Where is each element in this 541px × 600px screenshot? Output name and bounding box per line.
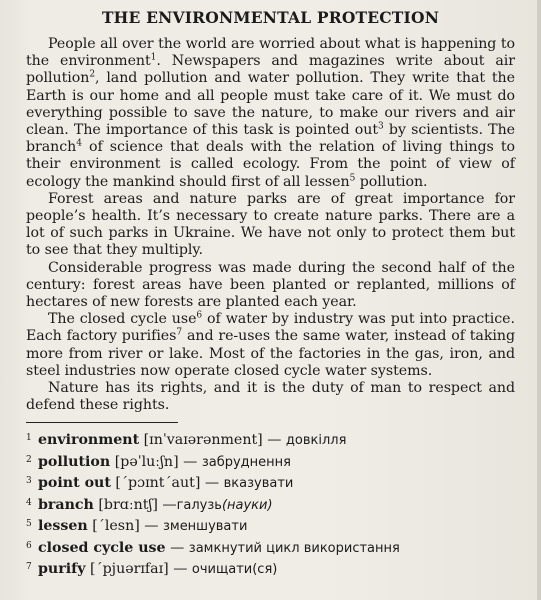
footnotes-list [26,431,515,582]
footnote-translation: замкнутий цикл використання [188,540,400,556]
footnote-term: purify [38,561,86,578]
footnote-term: branch [38,496,94,513]
paragraph-3: Considerable progress was made during the second half of the century: forest areas have been planted or replanted, millions of hectares of new forests are planted each year. [26,259,515,311]
page-title: THE ENVIRONMENTAL PROTECTION [101,8,440,27]
footnote-translation: зменшувати [162,519,248,535]
footnote-ref-4: 4 [76,138,82,149]
paragraph-1: People all over the world are worried about what is happening to the environment$^1$. Newspapers and magazines write about air pollution$^2$, land pollution and water pollution. They write that the Earth is our home and all people must take care of it. We must do everything possible to save the nature, to make our rivers and air clean. The importance of this task is pointed out$^3$ by scientists. The branch$^4$ of science that deals with the relation of living things to their environment is called ecology. From the point of view of ecology the mankind should first of all lessen$^5$ pollution. [26,36,516,190]
paragraph-2: Forest areas and nature parks are of great importance for people’s health. It’s necessary to create nature parks. There are a lot of such parks in Ukraine. We have not only to protect them but to see that they multiply. [26,190,515,259]
footnote-ref-1: 1 [150,52,157,63]
paragraph-4: The closed cycle use$^6$ of water by industry was put into practice. Each factory purifies$^7$ and re-uses the same water, instead of taking more from river or lake. Most of the factories in the gas, iron, and steel industries now operate closed cycle water systems. [26,310,515,379]
footnote-4: 4 branch [brɑːntʃ] — галузь (науки) [26,496,515,518]
footnote-term: pollution [38,453,111,470]
footnote-ref-6: 6 [196,310,203,321]
footnote-translation: галузь [176,497,222,513]
footnote-7: 7 purify [ˊpjuərɪfaɪ] — очищати(ся) [26,560,515,582]
footnote-2: 2 pollution [pəˈluːʃn] — забруднення [26,453,515,475]
footnote-ref-3: 3 [378,121,384,132]
footnote-divider [26,422,178,423]
footnote-translation: вказувати [223,476,294,492]
footnote-translation: очищати(ся) [191,562,278,578]
footnote-ref-2: 2 [89,69,95,80]
footnote-1: 1 environment [ɪnˈvaɪərənment] — довкілля [26,431,515,453]
footnote-term: lessen [38,518,88,535]
footnote-translation: забруднення [201,454,291,470]
footnote-translation: довкілля [285,433,347,449]
footnote-ref-5: 5 [349,172,356,183]
paragraph-5: Nature has its rights, and it is the duty of man to respect and defend these rights. [26,380,515,414]
article-body [26,36,515,414]
footnote-term: environment [38,432,140,449]
footnote-term: closed cycle use [38,539,166,556]
footnote-6: 6 closed cycle use — замкнутий цикл використання [26,539,515,561]
footnote-3: 3 point out [ˊpɔɪntˊaut] — вказувати [26,474,515,496]
footnote-ref-7: 7 [176,327,183,338]
footnote-term: point out [38,475,111,492]
footnote-5: 5 lessen [ˊlesn] — зменшувати [26,517,515,539]
